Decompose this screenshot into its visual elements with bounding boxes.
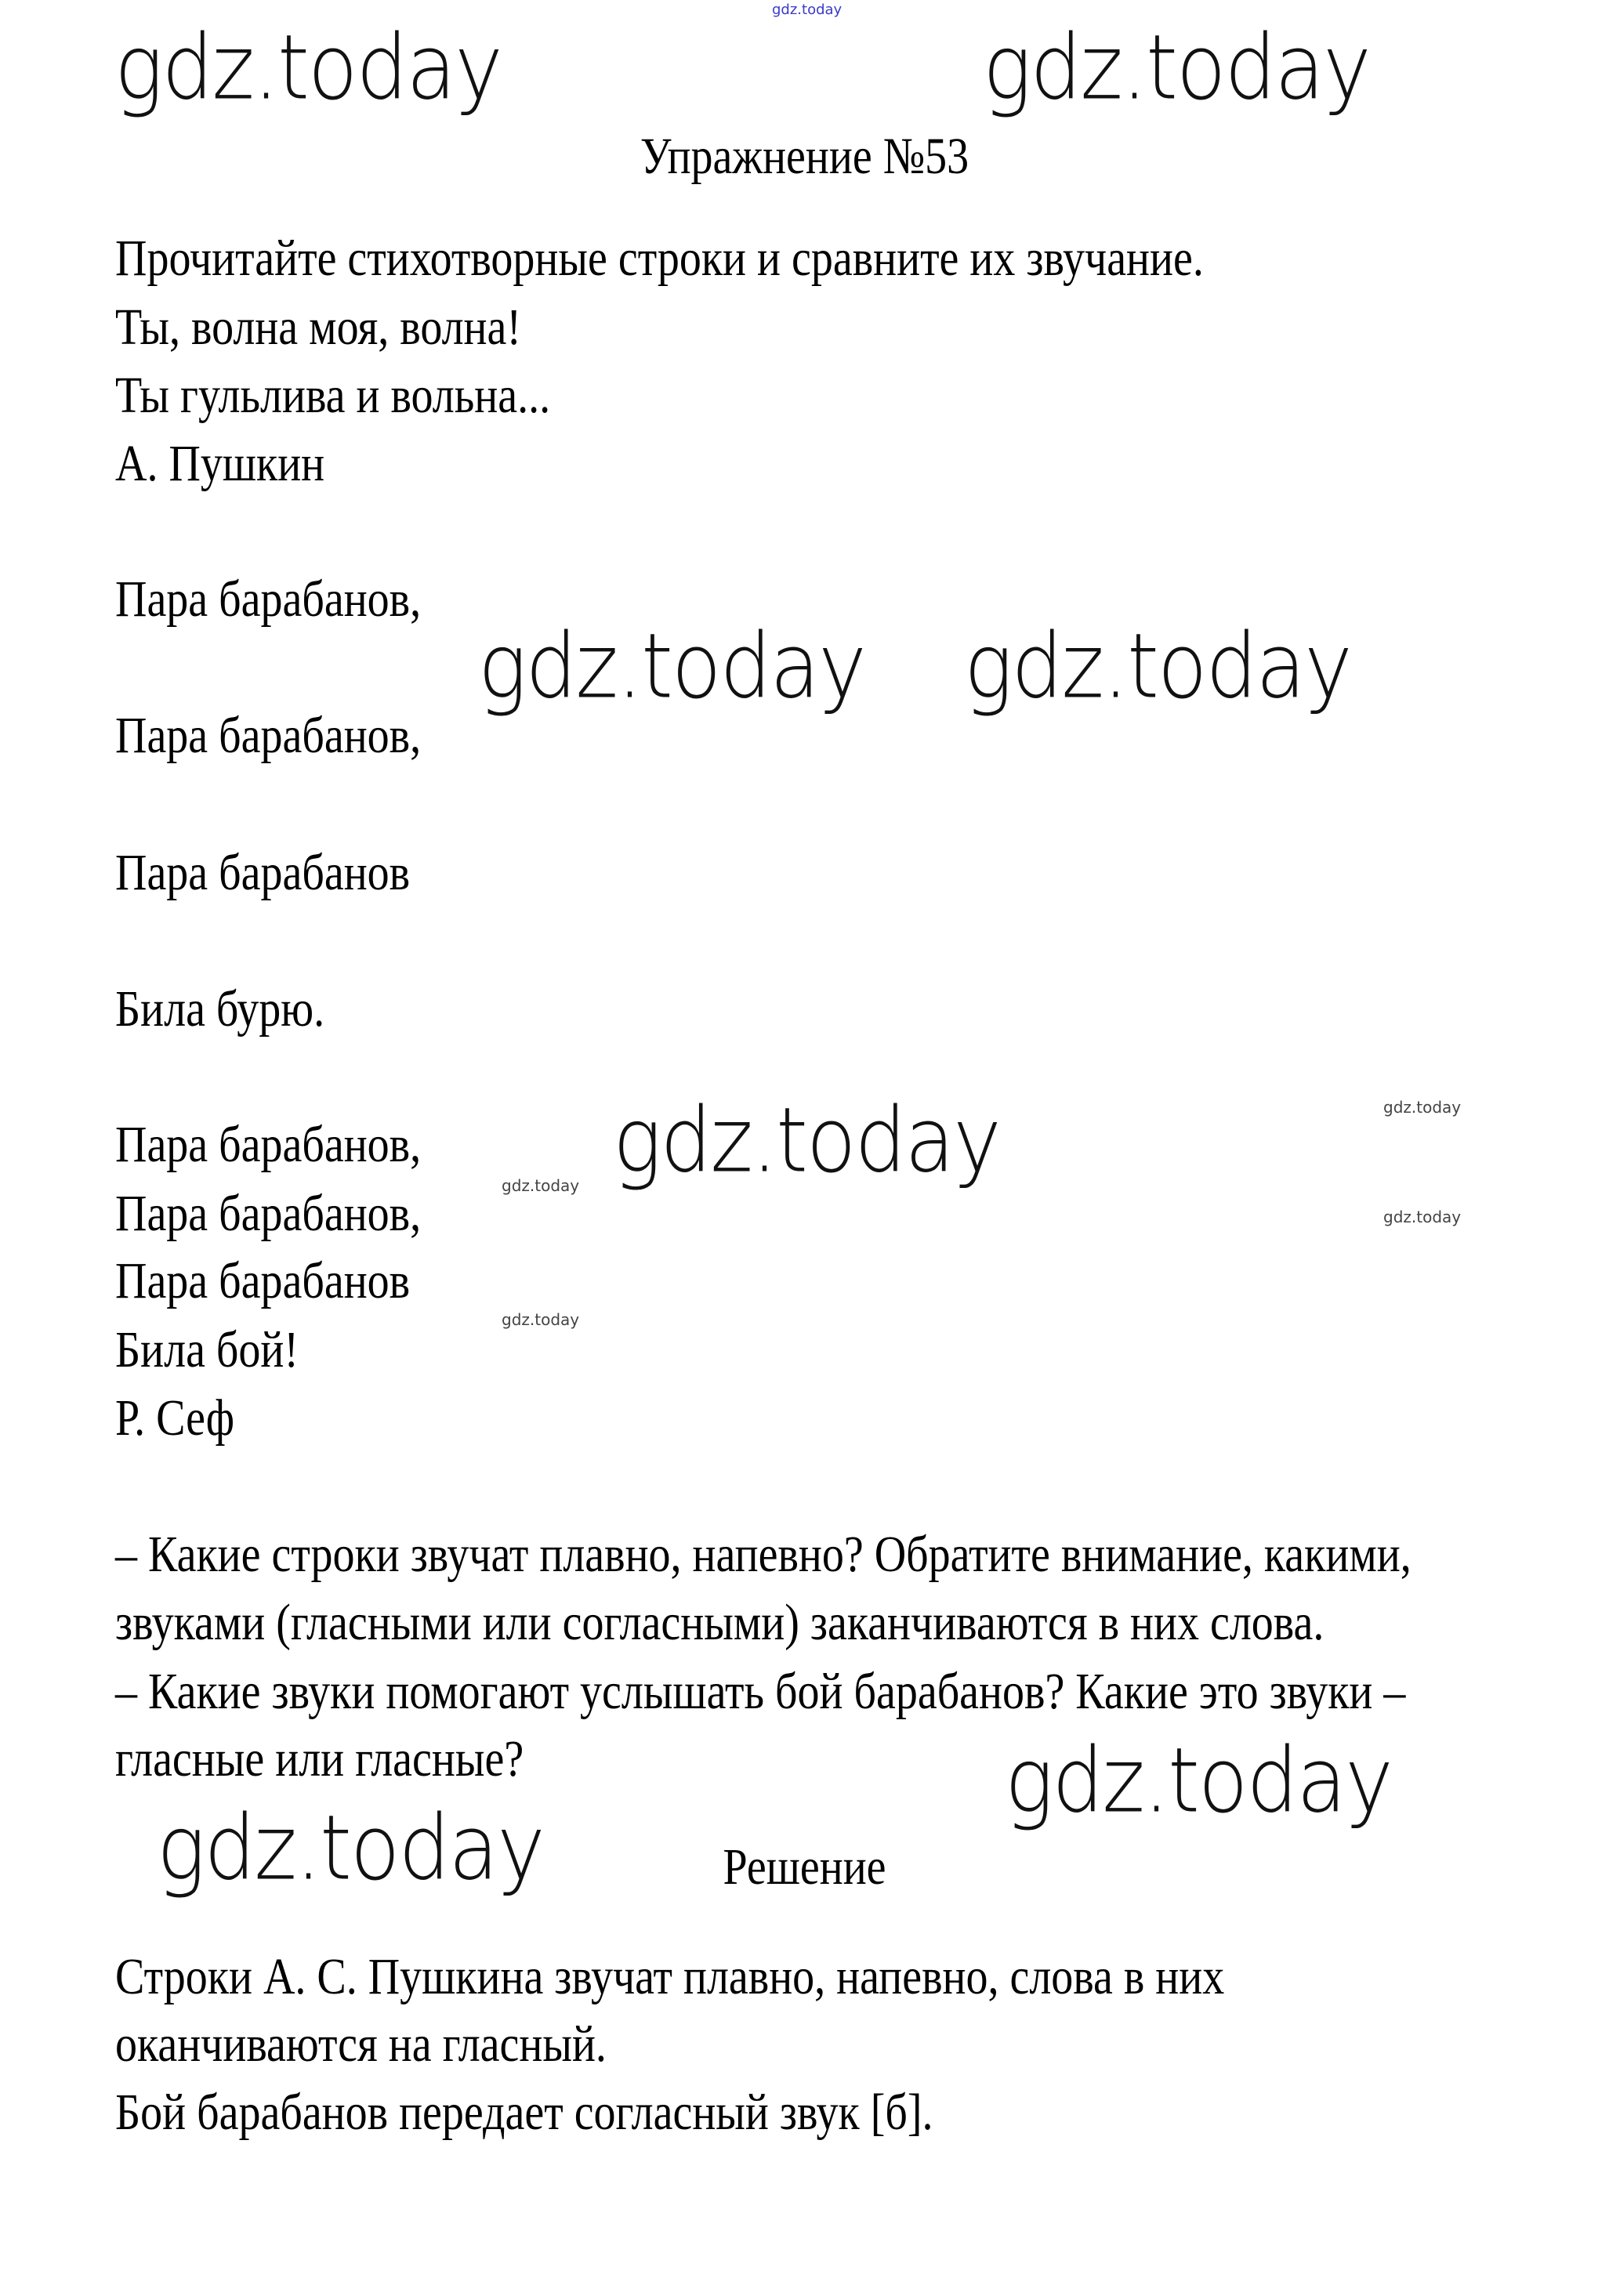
small-watermark: gdz.today xyxy=(502,1310,580,1329)
question-line: – Какие строки звучат плавно, напевно? Обратите внимание, какими, xyxy=(115,1526,1411,1584)
watermark: gdz.today xyxy=(478,613,865,719)
small-watermark: gdz.today xyxy=(1383,1098,1462,1117)
poem-line: Ты, волна моя, волна! xyxy=(115,299,521,357)
poem-line: Пара барабанов xyxy=(115,844,411,902)
poem-author: Р. Сеф xyxy=(115,1389,235,1447)
poem-line: Пара барабанов, xyxy=(115,570,422,628)
watermark: gdz.today xyxy=(964,613,1351,719)
solution-line: оканчиваются на гласный. xyxy=(115,2015,607,2073)
watermark: gdz.today xyxy=(1005,1727,1392,1834)
watermark: gdz.today xyxy=(613,1087,1000,1193)
poem-line: Пара барабанов, xyxy=(115,1116,422,1174)
task-text: Прочитайте стихотворные строки и сравните их звучание. xyxy=(115,230,1204,288)
poem-line: Ты гульлива и вольна... xyxy=(115,367,551,425)
top-watermark[interactable]: gdz.today xyxy=(772,2,843,18)
poem-line: Пара барабанов xyxy=(115,1252,411,1310)
poem-line: Била бурю. xyxy=(115,980,325,1038)
solution-heading: Решение xyxy=(723,1838,886,1896)
watermark: gdz.today xyxy=(114,14,502,121)
poem-line: Пара барабанов, xyxy=(115,707,422,765)
watermark: gdz.today xyxy=(983,14,1370,121)
watermark: gdz.today xyxy=(157,1794,544,1901)
small-watermark: gdz.today xyxy=(502,1176,580,1195)
solution-line: Бой барабанов передает согласный звук [б]. xyxy=(115,2084,933,2142)
solution-line: Строки А. С. Пушкина звучат плавно, напевно, слова в них xyxy=(115,1948,1225,2006)
poem-line: Била бой! xyxy=(115,1321,299,1379)
question-line: гласные или гласные? xyxy=(115,1730,524,1788)
question-line: звуками (гласными или согласными) заканчиваются в них слова. xyxy=(115,1594,1325,1652)
exercise-title: Упражнение №53 xyxy=(640,128,969,186)
small-watermark: gdz.today xyxy=(1383,1208,1462,1226)
poem-author: А. Пушкин xyxy=(115,435,325,493)
question-line: – Какие звуки помогают услышать бой барабанов? Какие это звуки – xyxy=(115,1663,1406,1721)
poem-line: Пара барабанов, xyxy=(115,1185,422,1243)
